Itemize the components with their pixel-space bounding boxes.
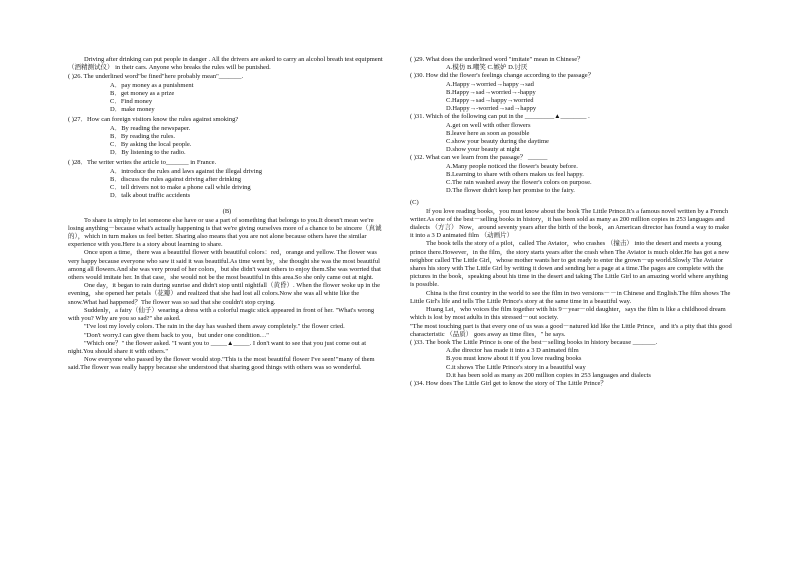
passage-b-paragraph-8: Now everyone who passed by the flower would stop."This is the most beautiful flower I've seen!"many of them said.The flower was really happy because she understood that sharing good things with others was so wonderful.	[68, 356, 375, 372]
question-34-stem: ( )34. How does The Little Girl get to know the story of The Little Prince？	[410, 379, 607, 387]
question-27-option-b: B．By reading the rules.	[110, 132, 175, 140]
question-29-stem: ( )29. What does the underlined word "imitate" mean in Chinese？	[410, 56, 584, 63]
question-26-stem: ( )26. The underlined word"be fined"here probably mean"_______.	[68, 73, 244, 81]
question-26-option-b: B．get money as a prize	[110, 89, 175, 97]
passage-b-paragraph-3: One day，it began to rain during sunrise and didn't stop until nightfall（黄昏）. When the flower woke up in the evening，she opened her petals（花瓣）and realized that she had lost all colors.Now she was all white like the snow.What had happened？The flower was so sad that she couldn't stop crying.	[68, 282, 380, 306]
question-26-option-c: C．Find money	[110, 98, 153, 106]
passage-b-paragraph-4: Suddenly，a fairy（仙子）wearing a dress with a colorful magic stick appeared in front of her. "What's wrong with you? Why are you so sad?" she asked.	[68, 306, 375, 323]
intro-paragraph: Driving after drinking can put people in danger . All the drivers are asked to carry an alcohol breath test equipment （酒精测试仪） in their cars. Anyone who breaks the rules will be punished.	[68, 56, 383, 72]
question-33-option-d: D.it has been sold as many as 200 million copies in 253 languages and dialects	[446, 371, 651, 379]
right-column	[410, 56, 732, 388]
passage-b-paragraph-2: Once upon a time，there was a beautiful flower with beautiful colors：red，orange and yellow. The flower was very happy because everyone who saw it said it was beautiful.As time went by，she thought she was the most beautiful among all flowers.And she was very proud of her colors，but she didn't want others to enjoy them.She was worried that others would imitate her. In that case，she would not be the most beautiful in this area.So she only came out at night.	[68, 249, 381, 282]
passage-c-paragraph-1: If you love reading books，you must know about the book The Little Prince.It's a famous novel written by a French writer.As one of the best－selling books in history，it has been sold as many as 200 million copies in 253 languages and dialects （方言） Now，around seventy years after the birth of the book，an American director has found a way to make it into a 3 D animated film （动画片）	[410, 207, 730, 240]
passage-b-paragraph-7: "Which one？" the flower asked. "I want you to _____▲_____. I don't want to see that you just come out at night.You should share it with others."	[68, 339, 367, 355]
passage-c-paragraph-4: Huang Lei，who voices the film together with his 9－year－old daughter，says the film is like a childhood dream which is lost by most adults in this stressed－out society.	[410, 306, 726, 322]
question-27-option-c: C．By asking the local people.	[110, 141, 192, 149]
question-31-option-d: D.show your beauty at night	[446, 146, 520, 154]
question-27-option-d: D．By listening to the radio.	[110, 149, 186, 157]
question-26-option-d: D．make money	[110, 106, 155, 114]
question-33-option-a: A.the director has made it into a 3 D animated film	[446, 347, 579, 355]
question-30-option-a: A.Happy→worried→happy→sad	[446, 80, 534, 88]
question-28-option-b: B．discuss the rules against driving after drinking	[110, 175, 242, 183]
passage-b-paragraph-5: "I've lost my lovely colors. The rain in the day has washed them away completely." the flower cried.	[84, 323, 345, 331]
question-32-option-b: B.Learning to share with others makes us feel happy.	[446, 170, 584, 178]
question-29-options: A.模仿 B.嘲笑 C.嫉妒 D.讨厌	[446, 64, 528, 72]
question-28-option-d: D．talk about traffic accidents	[110, 192, 191, 200]
passage-b-paragraph-6: "Don't worry.I can give them back to you，but under one condition…"	[84, 331, 269, 339]
passage-c-paragraph-5: "The most touching part is that every one of us was a good－natured kid like the Little Prince，and it's a pity that this good characteristic （品质） goes away as time flies，" he says.	[410, 322, 732, 338]
question-33-stem: ( )33. The book The Little Prince is one of the best－selling books in history because _______.	[410, 338, 658, 346]
passage-b-paragraph-1: To share is simply to let someone else have or use a part of something that belongs to you.It doesn't mean we're losing anything－because what's actually happening is that we're giving ourselves more of a chance to be sincere（真诚的），which in turn makes us feel better. Sharing also means that you are not alone because others have the similar experience with you.Here is a story about learning to share.	[68, 216, 382, 249]
question-32-option-a: A.Many people noticed the flower's beauty before.	[446, 162, 578, 170]
question-32-option-c: C.The rain washed away the flower's colors on purpose.	[446, 179, 592, 187]
question-30-option-b: B.Happy→sad→worried→-happy	[446, 88, 536, 96]
question-28-stem: ( )28．The writer writes the article to_______ in France.	[68, 159, 217, 167]
question-31-stem: ( )31. Which of the following can put in the _________▲________ .	[410, 113, 590, 121]
question-31-option-c: C.show your beauty during the daytime	[446, 138, 549, 146]
section-c-heading: (C)	[410, 199, 419, 207]
question-33-option-c: C.it shows The Little Prince's story in a beautiful way	[446, 363, 586, 371]
question-30-stem: ( )30. How did the flower's feelings change according to the passage？	[410, 72, 595, 80]
left-column	[68, 56, 386, 373]
question-30-option-d: D.Happy→-worried→sad→happy	[446, 105, 537, 113]
question-31-option-b: B.leave here as soon as possible	[446, 129, 530, 137]
question-27-option-a: A．By reading the newspaper.	[110, 124, 191, 132]
section-b-heading: (B)	[222, 208, 232, 216]
question-28-option-c: C．tell drivers not to make a phone call while driving	[110, 184, 251, 192]
question-30-option-c: C.Happy→sad→happy→worried	[446, 97, 534, 105]
question-27-stem: ( )27．How can foreign visitors know the rules against smoking?	[68, 116, 239, 124]
question-28-option-a: A．introduce the rules and laws against the illegal driving	[110, 167, 262, 175]
question-33-option-b: B.you must know about it if you love reading books	[446, 355, 582, 363]
passage-c-paragraph-2: The book tells the story of a pilot，called The Aviator，who crashes （撞击） into the desert and meets a young prince there.However，in the film，the story starts years after the crash when The Aviator is much older.He has got a new neighbor called The Little Girl，whose mother wants her to get ready to enter the grown－up world.Slowly The Aviator shares his story with The Little Girl by writing it down and sending her a page at a time.The pages are complete with the pictures in the book，speaking about his time in the desert and taking The Little Girl to an amazing world where anything is possible.	[410, 240, 730, 289]
question-26-option-a: A．pay money as a punishment	[110, 81, 194, 89]
question-31-option-a: A.get on well with other flowers	[446, 121, 531, 129]
question-32-stem: ( )32. What can we learn from the passage？ ______	[410, 154, 548, 162]
passage-c-paragraph-3: China is the first country in the world to see the film in two versions－－in Chinese and English.The film shows The Little Girl's life and tells The Little Prince's story at the same time in a beautiful way.	[410, 289, 731, 305]
question-32-option-d: D.The flower didn't keep her promise to the fairy.	[446, 187, 575, 195]
